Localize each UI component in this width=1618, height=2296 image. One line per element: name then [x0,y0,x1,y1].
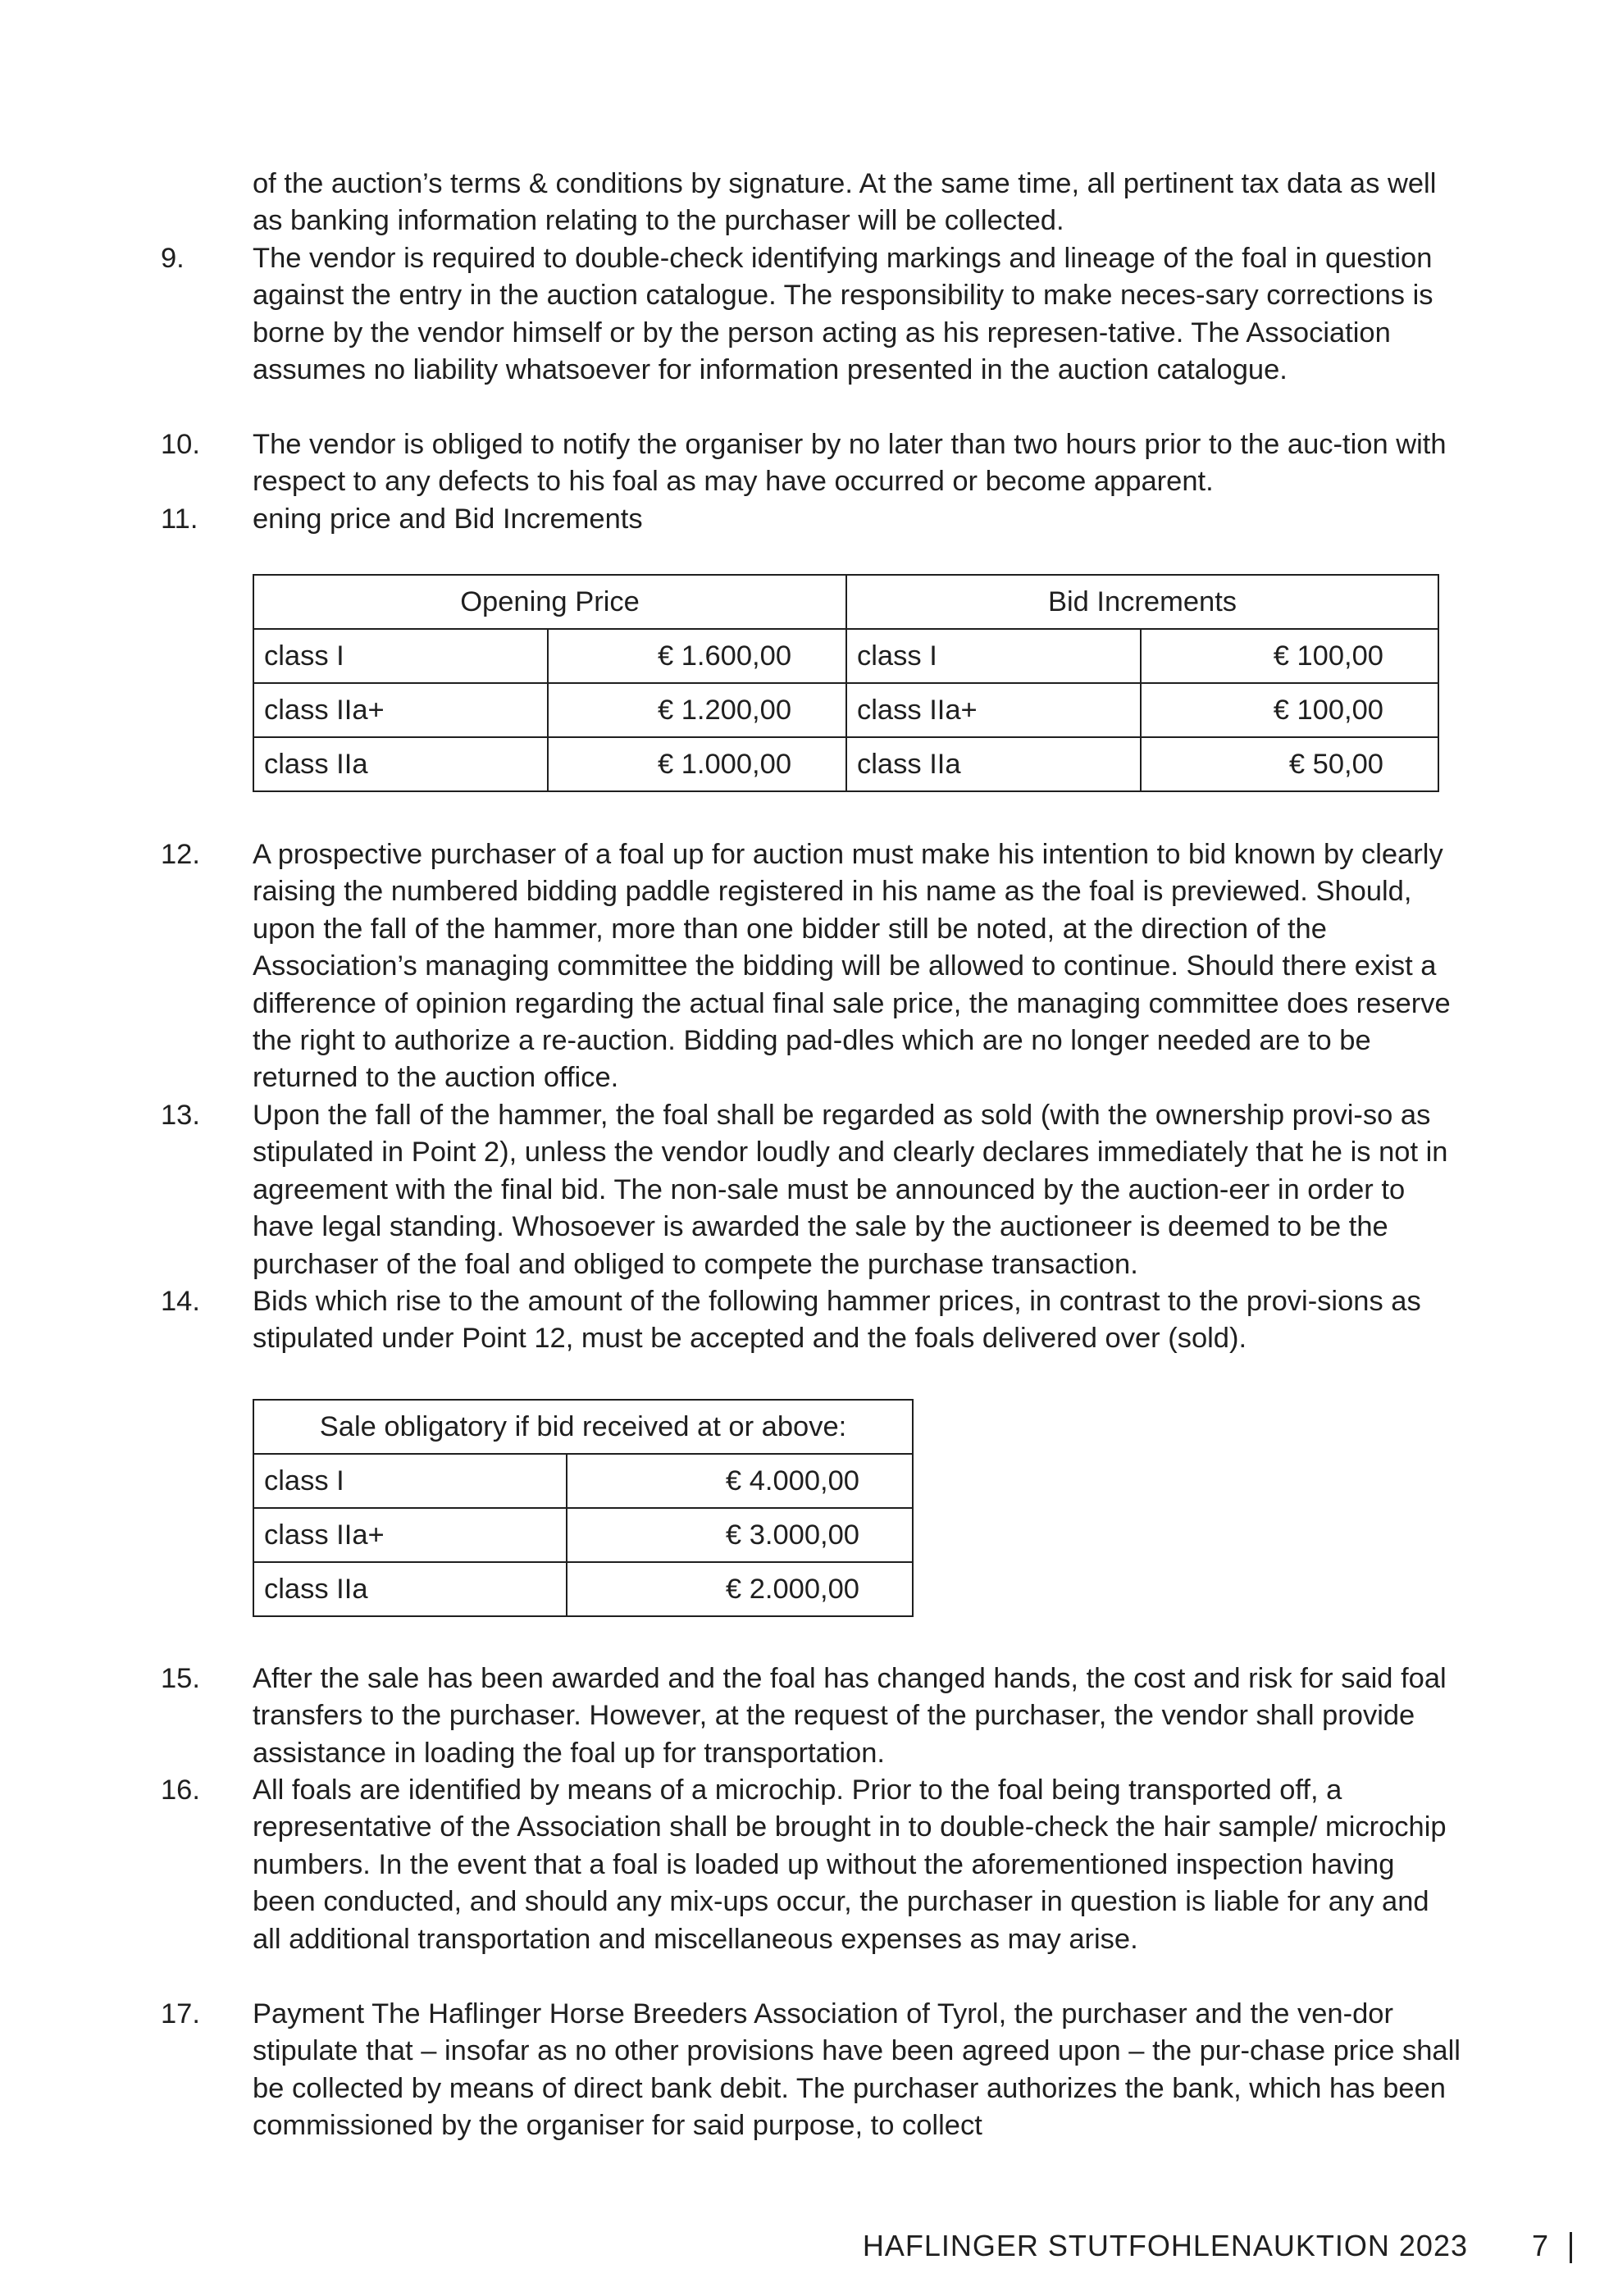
class-cell: class I [846,629,1141,683]
item-text: Payment The Haflinger Horse Breeders Association of Tyrol, the purchaser and the ven-dor stipulate that – insofar as no other provisions have been agreed upon – the pur-chase price shall be collected by means of direct bank debit. The purchaser authorizes the bank, which has been commissioned by the organiser for said purpose, to collect [253,1998,1461,2142]
class-cell: class IIa [253,737,548,791]
item-number: 14. [161,1286,200,1317]
opening-price-cell: € 1.600,00 [548,629,846,683]
item-number: 11. [161,503,198,535]
item-number: 16. [161,1774,200,1806]
table-header-row [253,1400,913,1454]
amount-cell: € 3.000,00 [567,1508,913,1562]
page-number-divider [1570,2232,1572,2263]
item-text: All foals are identified by means of a microchip. Prior to the foal being transported off, a representative of the Association shall be brought in to double-check the hair sample/ microchip numbers. In the event that a foal is loaded up without the aforementioned inspection having been conducted, and should any mix-ups occur, the purchaser in question is liable for any and all additional transportation and miscellaneous expenses as may arise. [253,1774,1447,1955]
table-row [253,1454,913,1508]
item-number: 9. [161,243,185,274]
opening-price-header: Opening Price [253,575,846,629]
increment-cell: € 100,00 [1141,683,1438,737]
opening-price-cell: € 1.000,00 [548,737,846,791]
amount-cell: € 2.000,00 [567,1562,913,1616]
table-row [253,737,1438,791]
opening-price-table [253,574,1439,792]
footer-title: HAFLINGER STUTFOHLENAUKTION 2023 [862,2229,1468,2262]
item-number: 10. [161,429,200,460]
page-number: 7 [1532,2229,1549,2262]
class-cell: class I [253,1454,567,1508]
item-text: ening price and Bid Increments [253,503,643,535]
class-cell: class IIa+ [846,683,1141,737]
table-row [253,683,1438,737]
item-number: 15. [161,1663,200,1694]
bid-increments-header: Bid Increments [846,575,1438,629]
amount-cell: € 4.000,00 [567,1454,913,1508]
intro-paragraph: of the auction’s terms & conditions by signature. At the same time, all pertinent tax data as well as banking information relating to the purchaser will be collected. [253,168,1437,237]
item-number: 17. [161,1998,200,2029]
class-cell: class IIa+ [253,1508,567,1562]
sale-obligatory-header: Sale obligatory if bid received at or above: [253,1400,913,1454]
table-row [253,1508,913,1562]
table-header-row [253,575,1438,629]
table-row [253,629,1438,683]
class-cell: class IIa+ [253,683,548,737]
sale-obligatory-table [253,1399,914,1617]
item-number: 12. [161,839,200,870]
item-text: Bids which rise to the amount of the following hammer prices, in contrast to the provi-sions as stipulated under Point 12, must be accepted and the foals delivered over (sold). [253,1286,1421,1355]
opening-price-cell: € 1.200,00 [548,683,846,737]
class-cell: class IIa [846,737,1141,791]
table-row [253,1562,913,1616]
item-text: The vendor is obliged to notify the organiser by no later than two hours prior to the auc-tion with respect to any defects to his foal as may have occurred or become apparent. [253,429,1447,498]
item-text: Upon the fall of the hammer, the foal shall be regarded as sold (with the ownership provi-so as stipulated in Point 2), unless the vendor loudly and clearly declares immediately that he is not in agreement with the final bid. The non-sale must be announced by the auction-eer in order to have legal standing. Whosoever is awarded the sale by the auctioneer is deemed to be the purchaser of the foal and obliged to compete the purchase transaction. [253,1100,1448,1280]
increment-cell: € 100,00 [1141,629,1438,683]
item-text: The vendor is required to double-check identifying markings and lineage of the foal in question against the entry in the auction catalogue. The responsibility to make neces-sary corrections is borne by the vendor himself or by the person acting as his represen-tative. The Association assumes no liability whatsoever for information presented in the auction catalogue. [253,243,1433,386]
item-text: After the sale has been awarded and the foal has changed hands, the cost and risk for said foal transfers to the purchaser. However, at the request of the purchaser, the vendor shall provide assistance in loading the foal up for transportation. [253,1663,1447,1769]
increment-cell: € 50,00 [1141,737,1438,791]
item-text: A prospective purchaser of a foal up for auction must make his intention to bid known by clearly raising the numbered bidding paddle registered in his name as the foal is previewed. Should, upon the fall of the hammer, more than one bidder still be noted, at the direction of the Association’s managing committee the bidding will be allowed to continue. Should there exist a difference of opinion regarding the actual final sale price, the managing committee does reserve the right to authorize a re-auction. Bidding pad-dles which are no longer needed are to be returned to the auction office. [253,839,1451,1094]
item-number: 13. [161,1100,200,1131]
class-cell: class IIa [253,1562,567,1616]
class-cell: class I [253,629,548,683]
